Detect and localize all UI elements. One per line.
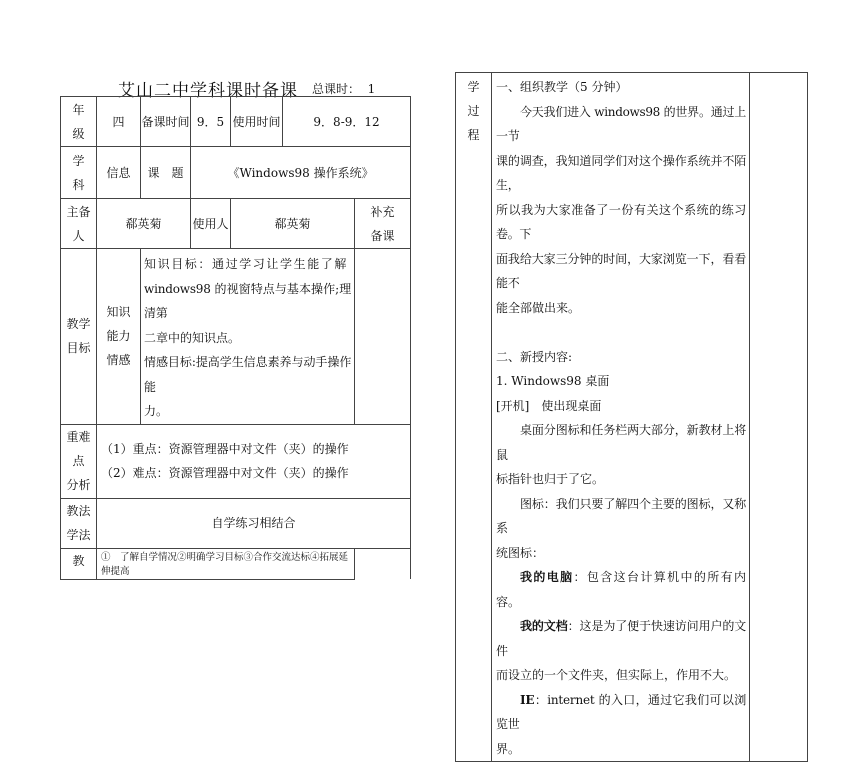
row-goals xyxy=(61,249,411,425)
user-value: 郗英菊 xyxy=(231,199,355,249)
goals-supplement xyxy=(355,249,411,425)
process-label: 学 过 程 xyxy=(456,73,492,762)
total-lessons-label: 总课时： xyxy=(312,82,361,96)
section-1-heading: 一、组织教学（5 分钟） xyxy=(496,80,628,94)
preparer-label: 主备 人 xyxy=(61,199,97,249)
user-label: 使用人 xyxy=(191,199,231,249)
goals-subcategories: 知识 能力 情感 xyxy=(97,249,141,425)
row-subject xyxy=(61,147,411,199)
teach-steps: ① 了解自学情况②明确学习目标③合作交流达标④拓展延伸提高 xyxy=(97,548,355,579)
subject-label: 学 科 xyxy=(61,147,97,199)
row-teach xyxy=(61,548,411,579)
preparer-value: 郗英菊 xyxy=(97,199,191,249)
method-label: 教法 学法 xyxy=(61,498,97,548)
row-process xyxy=(456,73,808,762)
section-2-heading: 二、新授内容: xyxy=(496,349,573,364)
total-lessons xyxy=(312,80,375,97)
process-supplement xyxy=(750,73,808,762)
grade-value: 四 xyxy=(97,97,141,147)
row-preparer xyxy=(61,199,411,249)
prep-time-label: 备课时间 xyxy=(141,97,191,147)
key-point: （1）重点：资源管理器中对文件（夹）的操作 xyxy=(101,441,349,456)
my-documents-entry: 我的文档：这是为了便于快速访问用户的文件 xyxy=(496,619,746,658)
key-points-label: 重难 点 分析 xyxy=(61,424,97,498)
method-value: 自学练习相结合 xyxy=(97,498,411,548)
teach-label: 教 xyxy=(61,548,97,579)
topic-value: 《Windows98 操作系统》 xyxy=(191,147,411,199)
process-content: 一、组织教学（5 分钟） 今天我们进入 windows98 的世界。通过上一节 课的调查，我知道同学们对这个操作系统并不陌生， 所以我为大家准备了一份有关这个系统的练习卷。下 面我给大家三分钟的时间，大家浏览一下，看看能不 能全部做出来。 二、新授内容: 1. Windows98 桌面 [开机] 使出现桌面 桌面分图标和任务栏两大部分，新教材上将鼠 标指针也归于了它。 图标：我们只要了解四个主要的图标，又称系 统图标： 我的电脑：包含这台计算机中的所有内容。 我的文档：这是为了便于快速访问用户的文件 而设立的一个文件夹，但实际上，作用不大。 IE：internet 的入口，通过它我们可以浏览世 界。 xyxy=(492,73,750,762)
ie-entry: IE：internet 的入口，通过它我们可以浏览世 xyxy=(496,692,746,731)
process-table xyxy=(455,72,808,762)
use-time-value: 9．8-9．12 xyxy=(283,97,411,147)
row-method xyxy=(61,498,411,548)
key-points-content xyxy=(97,424,411,498)
difficult-point: （2）难点：资源管理器中对文件（夹）的操作 xyxy=(101,466,349,480)
use-time-label: 使用时间 xyxy=(231,97,283,147)
total-lessons-value: 1 xyxy=(367,82,376,96)
goals-label: 教学 目标 xyxy=(61,249,97,425)
item-1-heading: 1. Windows98 桌面 xyxy=(496,374,610,388)
prep-time-value: 9．5 xyxy=(191,97,231,147)
goals-content: 知识目标：通过学习让学生能了解 windows98 的视窗特点与基本操作;理清第 二章中的知识点。 情感目标:提高学生信息素养与动手操作能 力。 xyxy=(141,249,355,425)
row-key-points xyxy=(61,424,411,498)
topic-label: 课 题 xyxy=(141,147,191,199)
row-grade xyxy=(61,97,411,147)
lesson-plan-table xyxy=(60,96,411,580)
boot-instruction: [开机] 使出现桌面 xyxy=(496,398,602,413)
document-title: 艾山二中学科课时备课 xyxy=(118,81,298,101)
supplement-label: 补充 备课 xyxy=(355,199,411,249)
my-computer-entry: 我的电脑：包含这台计算机中的所有内容。 xyxy=(496,570,746,609)
grade-label: 年 级 xyxy=(61,97,97,147)
subject-value: 信息 xyxy=(97,147,141,199)
